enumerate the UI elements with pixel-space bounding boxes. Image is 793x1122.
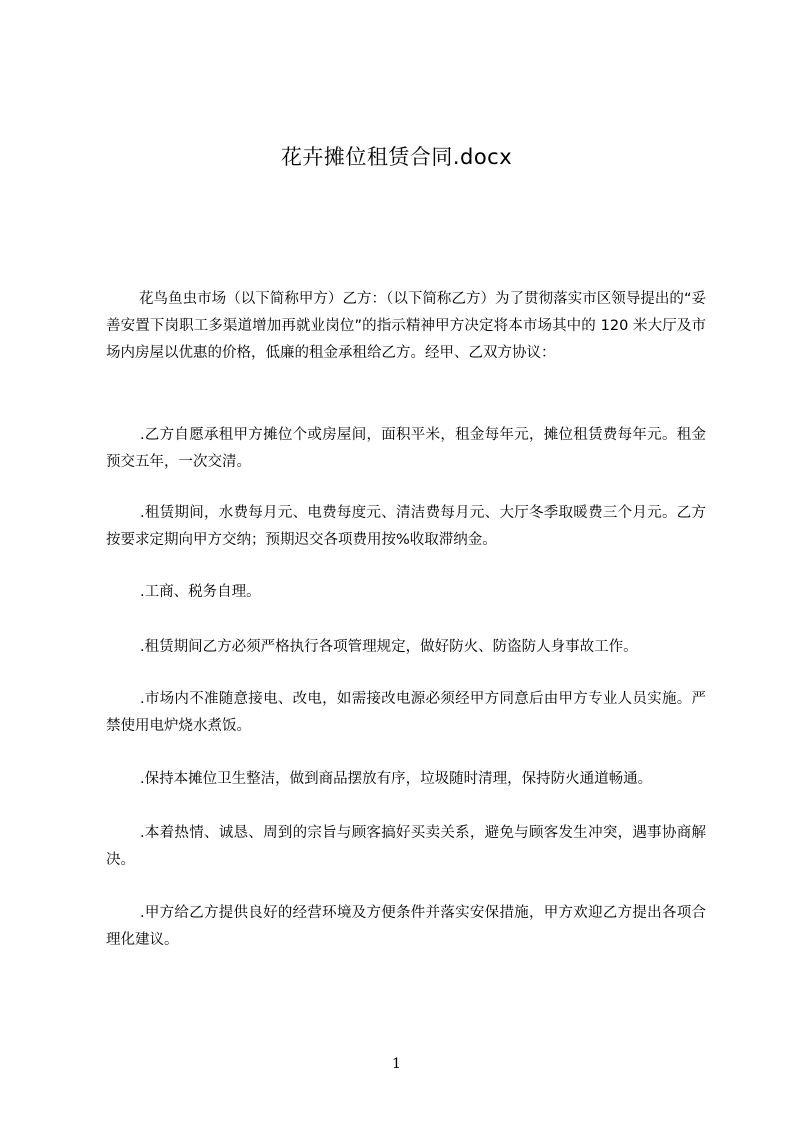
page-number: 1 bbox=[392, 1056, 401, 1072]
clause-4: .租赁期间乙方必须严格执行各项管理规定，做好防火、防盗防人身事故工作。 bbox=[140, 639, 638, 655]
intro-paragraph: 花鸟鱼虫市场（以下简称甲方）乙方：（以下简称乙方）为了贯彻落实市区领导提出的“妥善安置下岗职工多渠道增加再就业岗位”的指示精神甲方决定将本市场其中的 120 米大厅及市场内房屋以优惠的价格，低廉的租金承租给乙方。经甲、乙双方协议： bbox=[106, 291, 706, 361]
clause-2: .租赁期间，水费每月元、电费每度元、清洁费每月元、大厅冬季取暖费三个月元。乙方按要求定期向甲方交纳；预期迟交各项费用按%收取滞纳金。 bbox=[106, 505, 706, 548]
clause-5: .市场内不准随意接电、改电，如需接改电源必须经甲方同意后由甲方专业人员实施。严禁使用电炉烧水煮饭。 bbox=[106, 691, 706, 734]
clause-3: .工商、税务自理。 bbox=[140, 584, 261, 600]
clause-7: .本着热情、诚恳、周到的宗旨与顾客搞好买卖关系，避免与顾客发生冲突，遇事协商解决。 bbox=[106, 825, 706, 868]
document-title: 花卉摊位租赁合同.docx bbox=[280, 145, 513, 169]
clause-6: .保持本摊位卫生整洁，做到商品摆放有序，垃圾随时清理，保持防火通道畅通。 bbox=[140, 771, 653, 787]
clause-8: .甲方给乙方提供良好的经营环境及方便条件并落实安保措施，甲方欢迎乙方提出各项合理化建议。 bbox=[106, 905, 706, 948]
clause-1: .乙方自愿承租甲方摊位个或房屋间，面积平米，租金每年元，摊位租赁费每年元。租金预交五年，一次交清。 bbox=[106, 427, 706, 470]
